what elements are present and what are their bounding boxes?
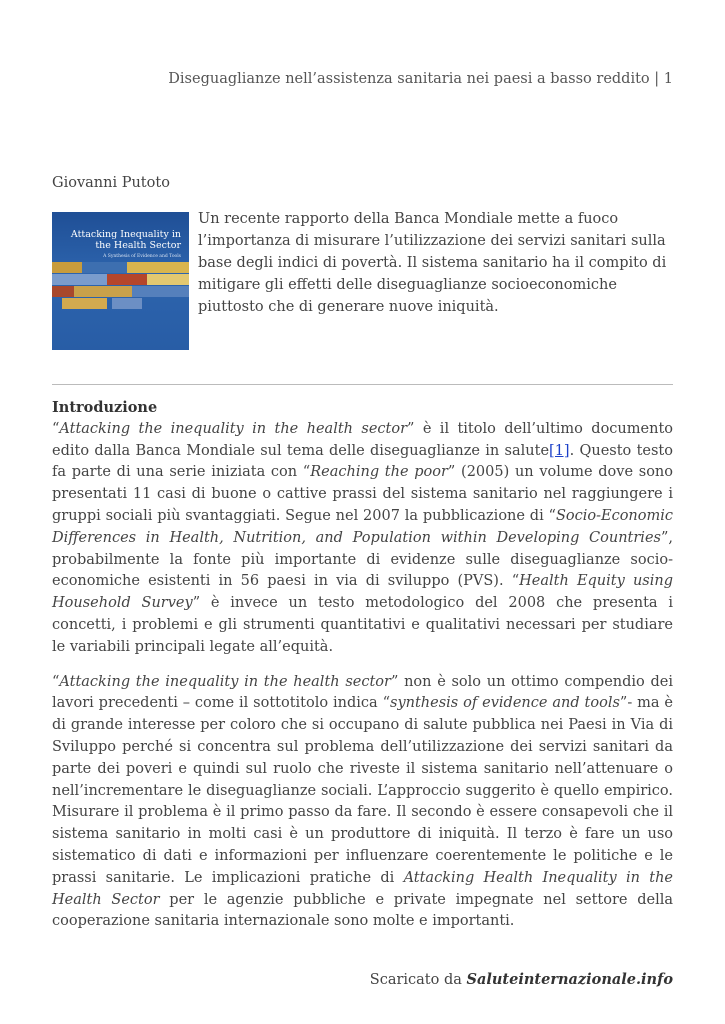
text-run: ” è il titolo dell’ultimo documento edito dalla Banca Mondiale sul tema delle diseguaglianze in salute [52, 420, 673, 459]
divider [52, 384, 673, 385]
book-title: Attacking the inequality in the health sector [59, 673, 391, 690]
cover-band [52, 286, 74, 297]
cover-band [52, 262, 82, 273]
text-run: ”- ma è di grande interesse per coloro che si occupano di salute pubblica nei Paesi in Via di Sviluppo perché si concentra sul problema dell’utilizzazione dei servizi sanitari da parte dei poveri e quindi sul ruolo che riveste il sistema sanitario nell’attenuare o nell’incrementare le diseguaglianze sociali. L’approccio suggerito è quello empirico. Misurare il problema è il primo passo da fare. Il secondo è essere consapevoli che il sistema sanitario in molti casi è un produttore di iniquità. Il terzo è fare un uso sistematico di dati e informazioni per influenzare coerentemente le politiche e le prassi sanitarie. Le implicazioni pratiche di [52, 695, 674, 886]
text-run: per le agenzie pubbliche e private impegnate nel settore della cooperazione sanitaria internazionale sono molte e importanti. [52, 891, 674, 930]
subtitle-quote: synthesis of evidence and tools [390, 695, 620, 712]
text-run: ”, probabilmente la fonte più importante di evidenze sulle diseguaglianze socio-economiche esistenti in 56 paesi in via di sviluppo (PVS). “ [52, 529, 673, 590]
cover-title: Attacking Inequality in the Health Sector [70, 229, 181, 251]
paragraph [52, 672, 673, 934]
cover-band [147, 274, 189, 285]
page-header: Diseguaglianze nell’assistenza sanitaria nei paesi a basso reddito | 1 [168, 71, 673, 87]
book-title: Attacking Health Inequality in the Health Sector [52, 869, 673, 908]
footnote-link[interactable]: [1] [549, 442, 570, 459]
author-name: Giovanni Putoto [52, 175, 170, 191]
text-run: “ [52, 673, 60, 690]
footer-site: Saluteinternazionale.info [466, 971, 673, 988]
cover-subtitle: A Synthesis of Evidence and Tools [103, 254, 181, 259]
text-run: ” (2005) un volume dove sono presentati 11 casi di buone o cattive prassi del sistema sanitario nel raggiungere i gruppi sociali più svantaggiati. Segue nel 2007 la pubblicazione di “ [52, 464, 673, 524]
text-run: ” non è solo un ottimo compendio dei lavori precedenti – come il sottotitolo indica “ [52, 673, 673, 712]
book-cover-image [52, 212, 189, 350]
article-body [52, 397, 673, 933]
book-title: Reaching the poor [310, 464, 448, 481]
cover-band [52, 274, 107, 285]
cover-band [132, 286, 189, 297]
text-run: “ [52, 420, 60, 437]
book-title: Health Equity using Household Survey [52, 573, 673, 612]
text-run: . Questo testo fa parte di una serie iniziata con “ [52, 442, 673, 481]
footer-prefix: Scaricato da [369, 972, 467, 988]
cover-band [127, 262, 189, 273]
paragraph [52, 419, 673, 659]
cover-band [112, 298, 142, 309]
cover-band [82, 262, 127, 273]
cover-band [107, 274, 147, 285]
section-heading: Introduzione [52, 399, 158, 416]
text-run: ” è invece un testo metodologico del 2008 che presenta i concetti, i problemi e gli strumenti quantitativi e qualitativi necessari per studiare le variabili principali legate all’equità. [52, 595, 673, 655]
book-title: Socio-Economic Differences in Health, Nutrition, and Population within Developing Countries [52, 507, 673, 546]
book-title: Attacking the inequality in the health sector [59, 420, 408, 437]
cover-band [74, 286, 132, 297]
cover-band [62, 298, 107, 309]
article-abstract: Un recente rapporto della Banca Mondiale mette a fuoco l’importanza di misurare l’utilizzazione dei servizi sanitari sulla base degli indici di povertà. Il sistema sanitario ha il compito di mitigare gli effetti delle diseguaglianze socioeconomiche piuttosto che di generare nuove iniquità. [198, 211, 667, 315]
page-footer [370, 971, 673, 988]
